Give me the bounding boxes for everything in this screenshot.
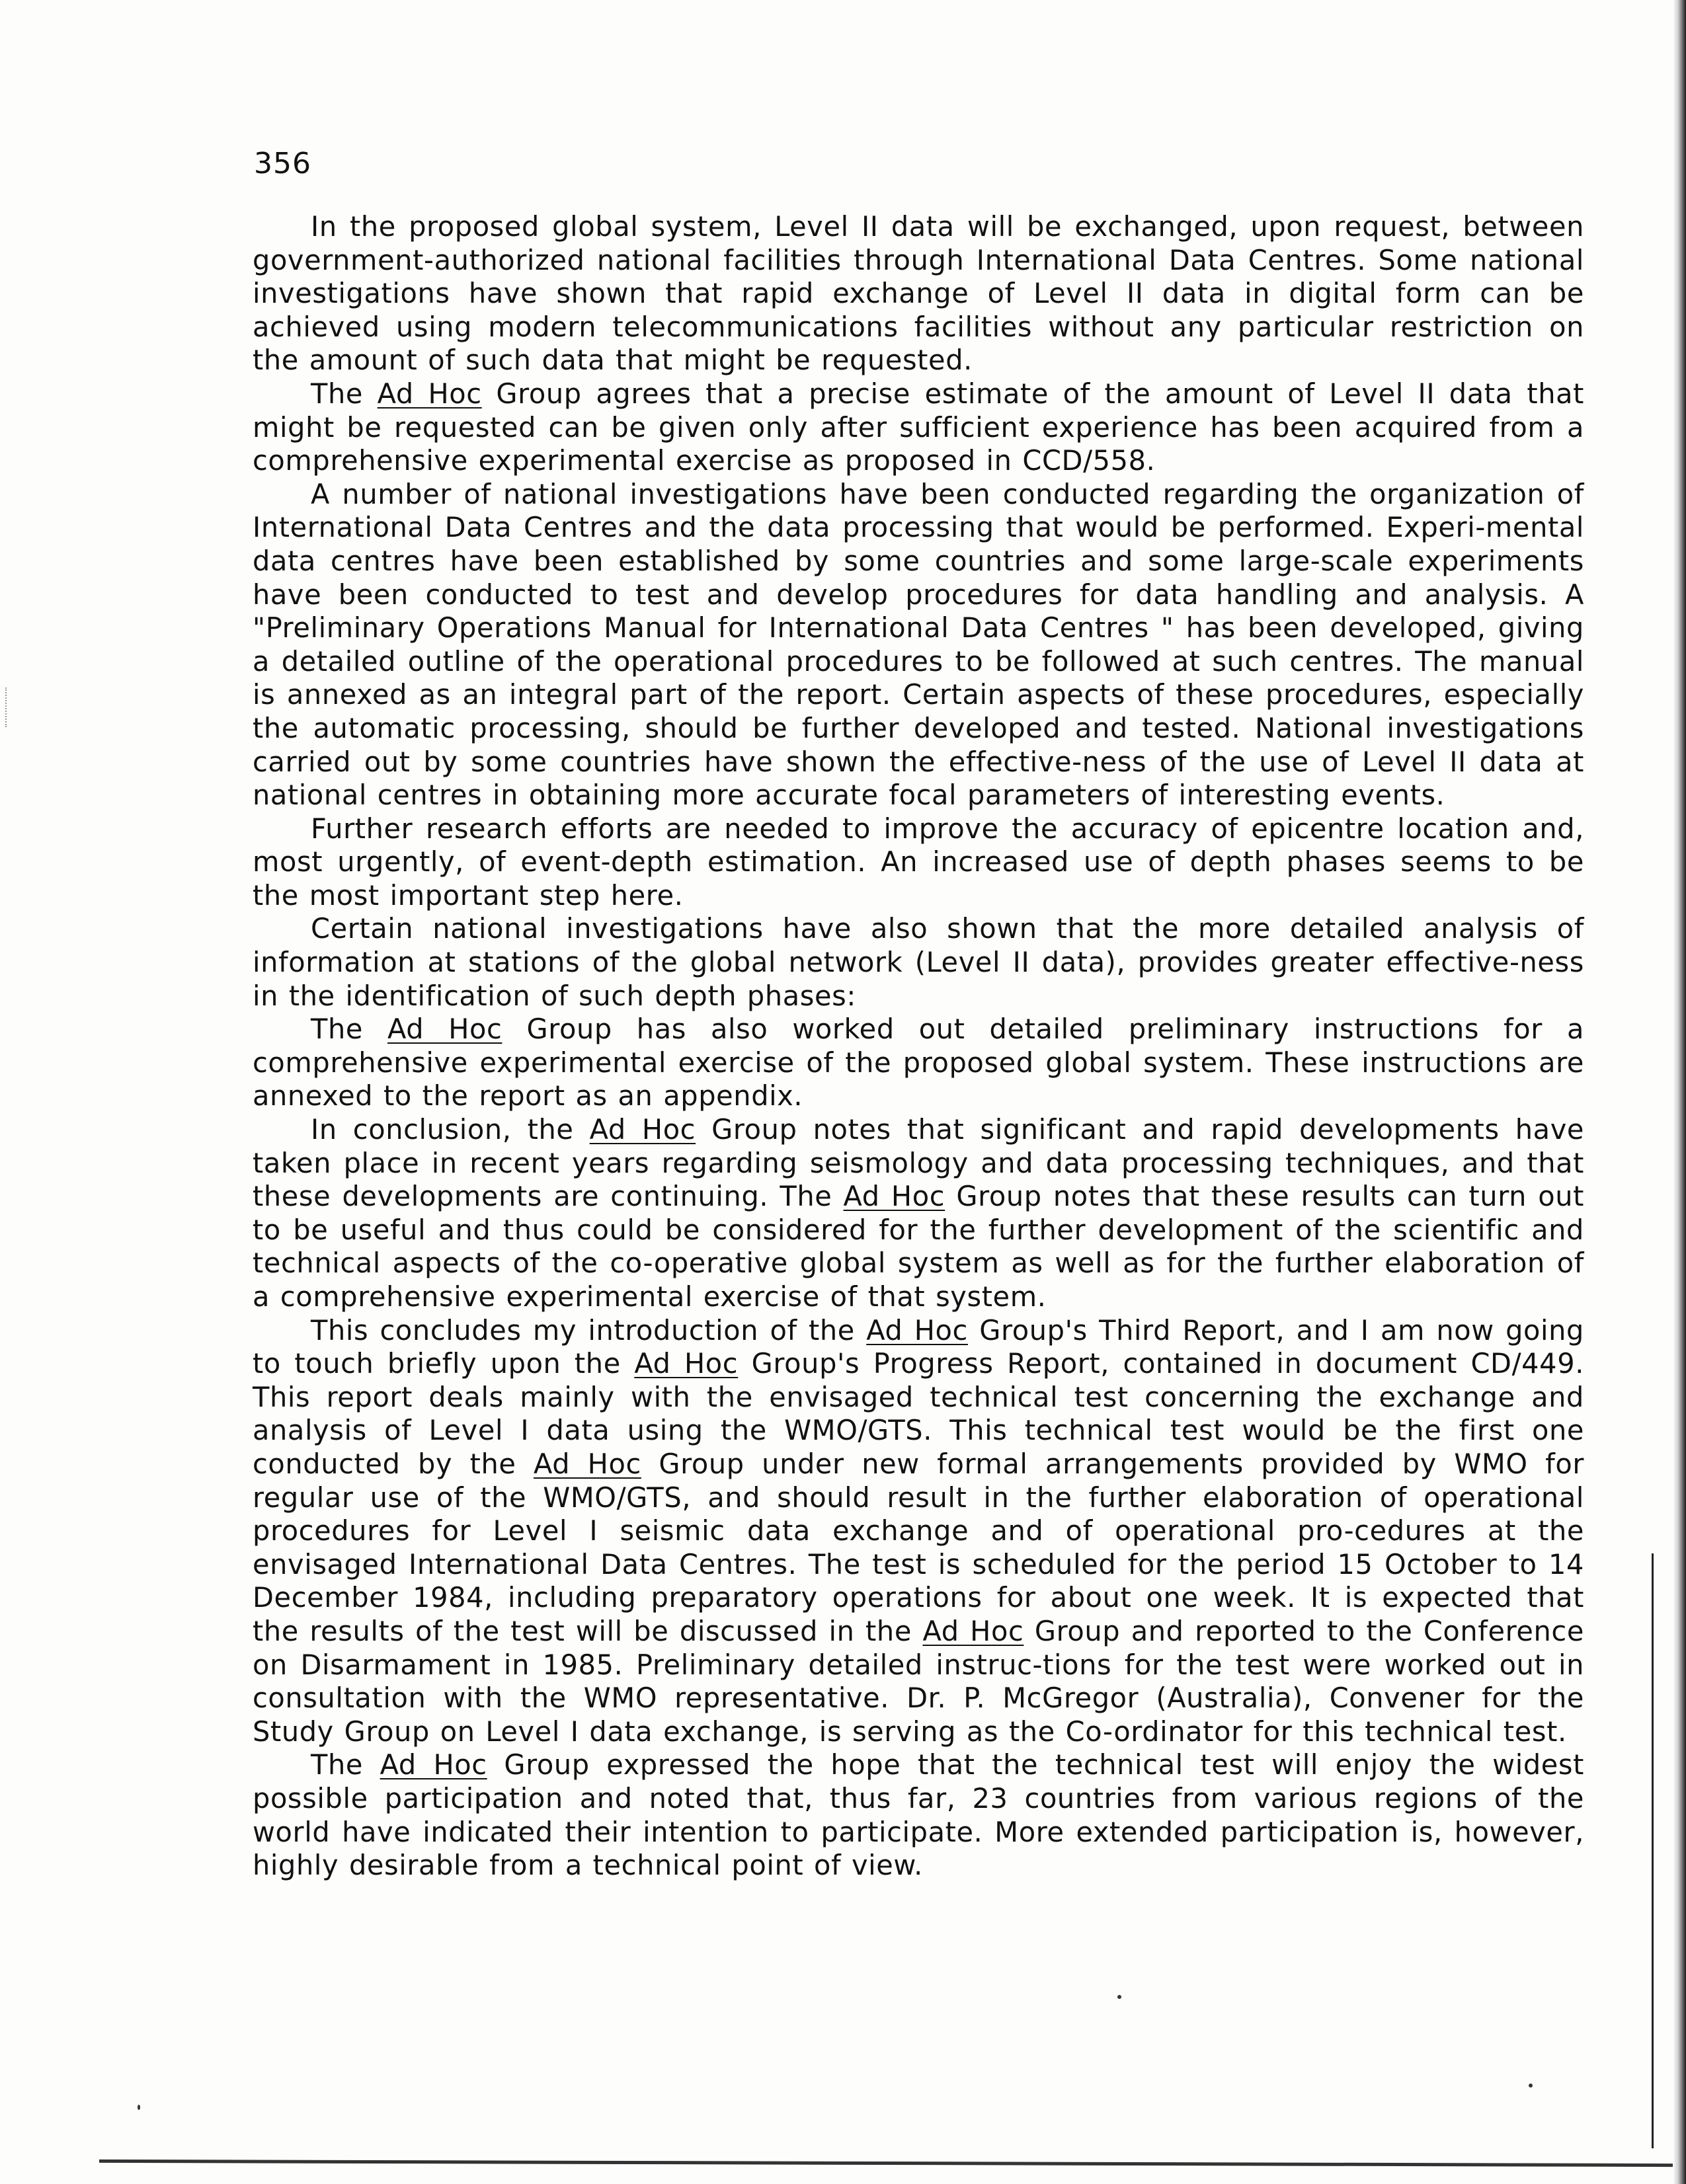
paragraph-text: Group under new formal arrangements provided by WMO for regular use of the WMO/GTS, and should result in the further elaboration of operational procedures for Level I seismic data exchange and of operational pro-cedures at the envisaged International Data Centres. The test is scheduled for the period 15 October to 14 December 1984, including preparatory operations for about one week. It is expected that the results of the test will be discussed in the [253, 1447, 1584, 1647]
paragraph-text: A number of national investigations have been conducted regarding the organization of International Data Centres and the data processing that would be performed. Experi-mental data centres have been established by some countries and some large-scale experiments have been conducted to test and develop procedures for data handling and analysis. A "Preliminary Operations Manual for International Data Centres " has been developed, giving a detailed outline of the operational procedures to be followed at such centres. The manual is annexed as an integral part of the report. Certain aspects of these procedures, especially the automatic processing, should be further developed and tested. National investigations carried out by some countries have shown the effective-ness of the use of Level II data at national centres in obtaining more accurate focal parameters of interesting events. [253, 477, 1584, 812]
paragraph-text: Group has also worked out detailed preliminary instructions for a comprehensive experimental exercise of the proposed global system. These instructions are annexed to the report as an appendix. [253, 1013, 1584, 1112]
scan-right-edge-shadow [1673, 0, 1686, 2184]
underlined-term: Ad Hoc [866, 1313, 968, 1346]
underlined-term: Ad Hoc [922, 1614, 1024, 1647]
paragraph-1 [253, 210, 1584, 377]
paragraph-text: Certain national investigations have also shown that the more detailed analysis of information at stations of the global network (Level II data), provides greater effective-ness in the identification of such depth phases: [253, 912, 1584, 1012]
paragraph-text: Group agrees that a precise estimate of the amount of Level II data that might be requested can be given only after sufficient experience has been acquired from a comprehensive experimental exercise as proposed in CCD/558. [253, 377, 1585, 477]
paragraph-text: The [311, 1748, 380, 1781]
paragraph-4 [253, 812, 1584, 913]
paragraph-text: Group and reported to the Conference on Disarmament in 1985. Preliminary detailed instruc-tions for the test were worked out in consultation with the WMO representative. Dr. P. McGregor (Australia), Convener for the Study Group on Level I data exchange, is serving as the Co-ordinator for this technical test. [253, 1614, 1584, 1748]
scan-speck [1529, 2084, 1533, 2087]
underlined-term: Ad Hoc [634, 1347, 739, 1380]
body-text [253, 210, 1584, 1883]
scan-bottom-edge-line [99, 2160, 1673, 2167]
page-number: 356 [254, 147, 311, 180]
paragraph-text: Further research efforts are needed to improve the accuracy of epicentre location and, most urgently, of event-depth estimation. An increased use of depth phases seems to be the most important step here. [253, 812, 1584, 912]
paragraph-text: Group's Third Report, and I am now going to touch briefly upon the [253, 1313, 1584, 1380]
scan-margin-marks [5, 687, 16, 727]
scan-speck [1117, 1995, 1121, 1999]
paragraph-text: This concludes my introduction of the [311, 1313, 867, 1346]
paragraph-text: Group notes that these results can turn out to be useful and thus could be considered for the further development of the scientific and technical aspects of the co-operative global system as well as for the further elaboration of a comprehensive experimental exercise of that system. [253, 1180, 1584, 1313]
paragraph-text: The [311, 1013, 387, 1046]
underlined-term: Ad Hoc [380, 1748, 487, 1781]
scan-speck [138, 2105, 140, 2110]
paragraph-text: Group notes that significant and rapid developments have taken place in recent years regarding seismology and data processing techniques, and that these developments are continuing. The [253, 1113, 1584, 1213]
paragraph-text: The [311, 377, 378, 410]
paragraph-text: Group's Progress Report, contained in document CD/449. This report deals mainly with the envisaged technical test concerning the exchange and analysis of Level I data using the WMO/GTS. This technical test would be the first one conducted by the [253, 1347, 1584, 1480]
underlined-term: Ad Hoc [377, 377, 482, 410]
paragraph-7 [253, 1113, 1584, 1314]
paragraph-text: In the proposed global system, Level II data will be exchanged, upon request, between government-authorized national facilities through International Data Centres. Some national investigations have shown that rapid exchange of Level II data in digital form can be achieved using modern telecommunications facilities without any particular restriction on the amount of such data that might be requested. [253, 210, 1584, 377]
paragraph-text: Group expressed the hope that the technical test will enjoy the widest possible participation and noted that, thus far, 23 countries from various regions of the world have indicated their intention to participate. More extended participation is, however, highly desirable from a technical point of view. [253, 1748, 1584, 1882]
paragraph-3 [253, 478, 1584, 812]
paragraph-8 [253, 1314, 1584, 1749]
paragraph-text: In conclusion, the [311, 1113, 590, 1146]
underlined-term: Ad Hoc [589, 1113, 696, 1146]
paragraph-5 [253, 912, 1584, 1013]
scan-right-edge-line [1652, 1553, 1654, 2148]
underlined-term: Ad Hoc [843, 1180, 945, 1213]
underlined-term: Ad Hoc [533, 1447, 641, 1480]
paragraph-6 [253, 1013, 1584, 1113]
paragraph-9 [253, 1748, 1584, 1882]
underlined-term: Ad Hoc [387, 1013, 502, 1046]
paragraph-2 [253, 377, 1584, 478]
